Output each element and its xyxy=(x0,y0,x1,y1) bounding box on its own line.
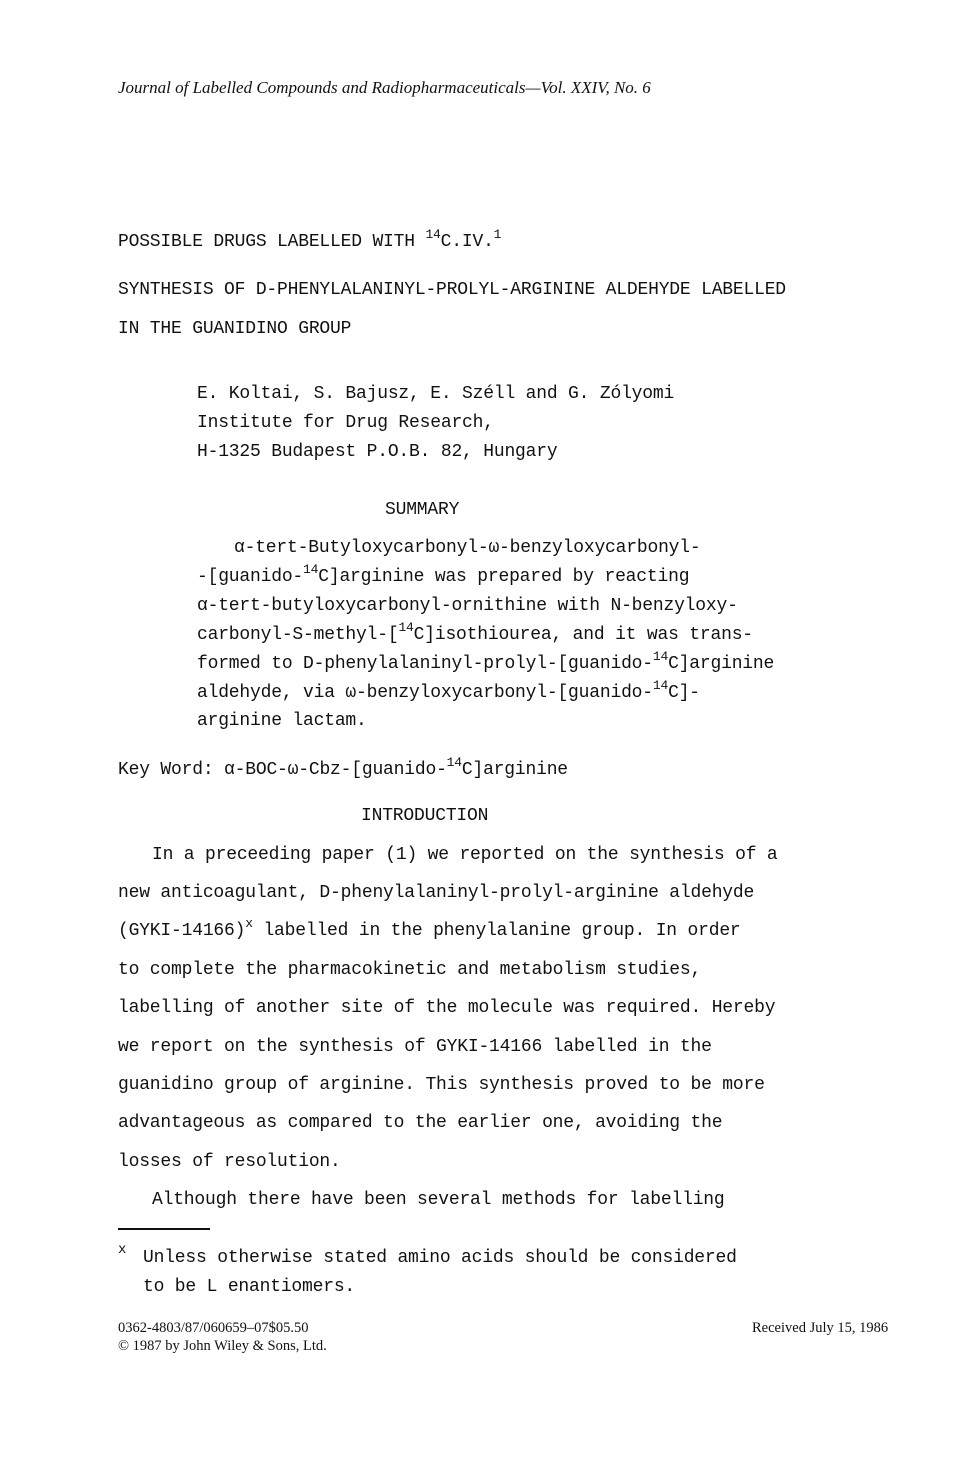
summary-line: α-tert-Butyloxycarbonyl-ω-benzyloxycarbonyl- xyxy=(234,538,701,558)
title-line-1 xyxy=(118,227,502,252)
summary-line: α-tert-butyloxycarbonyl-ornithine with N-benzyloxy- xyxy=(197,596,738,616)
isotope-mass: 14 xyxy=(398,620,414,635)
footnote-mark: x xyxy=(118,1242,127,1258)
title-line-2: SYNTHESIS OF D-PHENYLALANINYL-PROLYL-ARGININE ALDEHYDE LABELLED xyxy=(118,280,786,300)
summary-heading: SUMMARY xyxy=(385,500,460,520)
paragraph-line: labelling of another site of the molecule was required. Hereby xyxy=(118,998,776,1018)
paragraph-line: (GYKI-14166)$^x$ labelled in the phenylalanine group. In order xyxy=(118,916,741,941)
title-ref: 1 xyxy=(493,227,502,242)
footnote-marker: x xyxy=(245,916,253,931)
isotope-mass: 14 xyxy=(652,678,669,693)
institute: Institute for Drug Research, xyxy=(197,413,494,433)
journal-header: Journal of Labelled Compounds and Radiopharmaceuticals—Vol. XXIV, No. 6 xyxy=(118,78,651,97)
address: H-1325 Budapest P.O.B. 82, Hungary xyxy=(197,442,558,462)
isotope-mass: 14 xyxy=(303,562,319,577)
title-series: C.IV. xyxy=(440,232,494,252)
copyright: © 1987 by John Wiley & Sons, Ltd. xyxy=(118,1338,327,1354)
isotope-mass: 14 xyxy=(425,227,441,242)
summary-line: carbonyl-S-methyl-[$^{14}$C]isothiourea, and it was trans- xyxy=(197,620,753,645)
introduction-heading: INTRODUCTION xyxy=(361,806,489,826)
keyword-line xyxy=(118,755,568,780)
authors: E. Koltai, S. Bajusz, E. Széll and G. Zólyomi xyxy=(197,384,675,404)
paragraph-line: to complete the pharmacokinetic and metabolism studies, xyxy=(118,960,702,980)
isotope-mass: 14 xyxy=(652,649,669,664)
paragraph-line: guanidino group of arginine. This synthesis proved to be more xyxy=(118,1075,765,1095)
footnote-line: Unless otherwise stated amino acids should be considered xyxy=(143,1248,737,1268)
isotope-mass: 14 xyxy=(446,755,462,770)
paragraph-line: In a preceeding paper (1) we reported on the synthesis of a xyxy=(152,845,778,865)
summary-line: formed to D-phenylalaninyl-prolyl-[guanido-$^{14}$C]arginine xyxy=(197,649,775,674)
paragraph-line: Although there have been several methods for labelling xyxy=(152,1190,725,1210)
paragraph-line: we report on the synthesis of GYKI-14166 labelled in the xyxy=(118,1037,712,1057)
summary-line: -[guanido-$^{14}$C]arginine was prepared by reacting xyxy=(197,562,690,587)
footnote-divider xyxy=(118,1228,210,1230)
summary-line: arginine lactam. xyxy=(197,711,367,731)
keyword-value: α-BOC-ω-Cbz-[guanido-$^{14}$C]arginine xyxy=(224,755,568,780)
summary-line: aldehyde, via ω-benzyloxycarbonyl-[guanido-$^{14}$C]- xyxy=(197,678,700,703)
issn-code: 0362-4803/87/060659–07$05.50 xyxy=(118,1320,309,1336)
paragraph-line: losses of resolution. xyxy=(118,1152,341,1172)
title-text: POSSIBLE DRUGS LABELLED WITH xyxy=(118,232,426,252)
paragraph-line: advantageous as compared to the earlier one, avoiding the xyxy=(118,1113,723,1133)
title-line-3: IN THE GUANIDINO GROUP xyxy=(118,319,352,339)
keyword-label: Key Word: xyxy=(118,760,214,780)
received-date: Received July 15, 1986 xyxy=(752,1320,889,1336)
footnote-line: to be L enantiomers. xyxy=(143,1277,356,1297)
paragraph-line: new anticoagulant, D-phenylalaninyl-prolyl-arginine aldehyde xyxy=(118,883,755,903)
